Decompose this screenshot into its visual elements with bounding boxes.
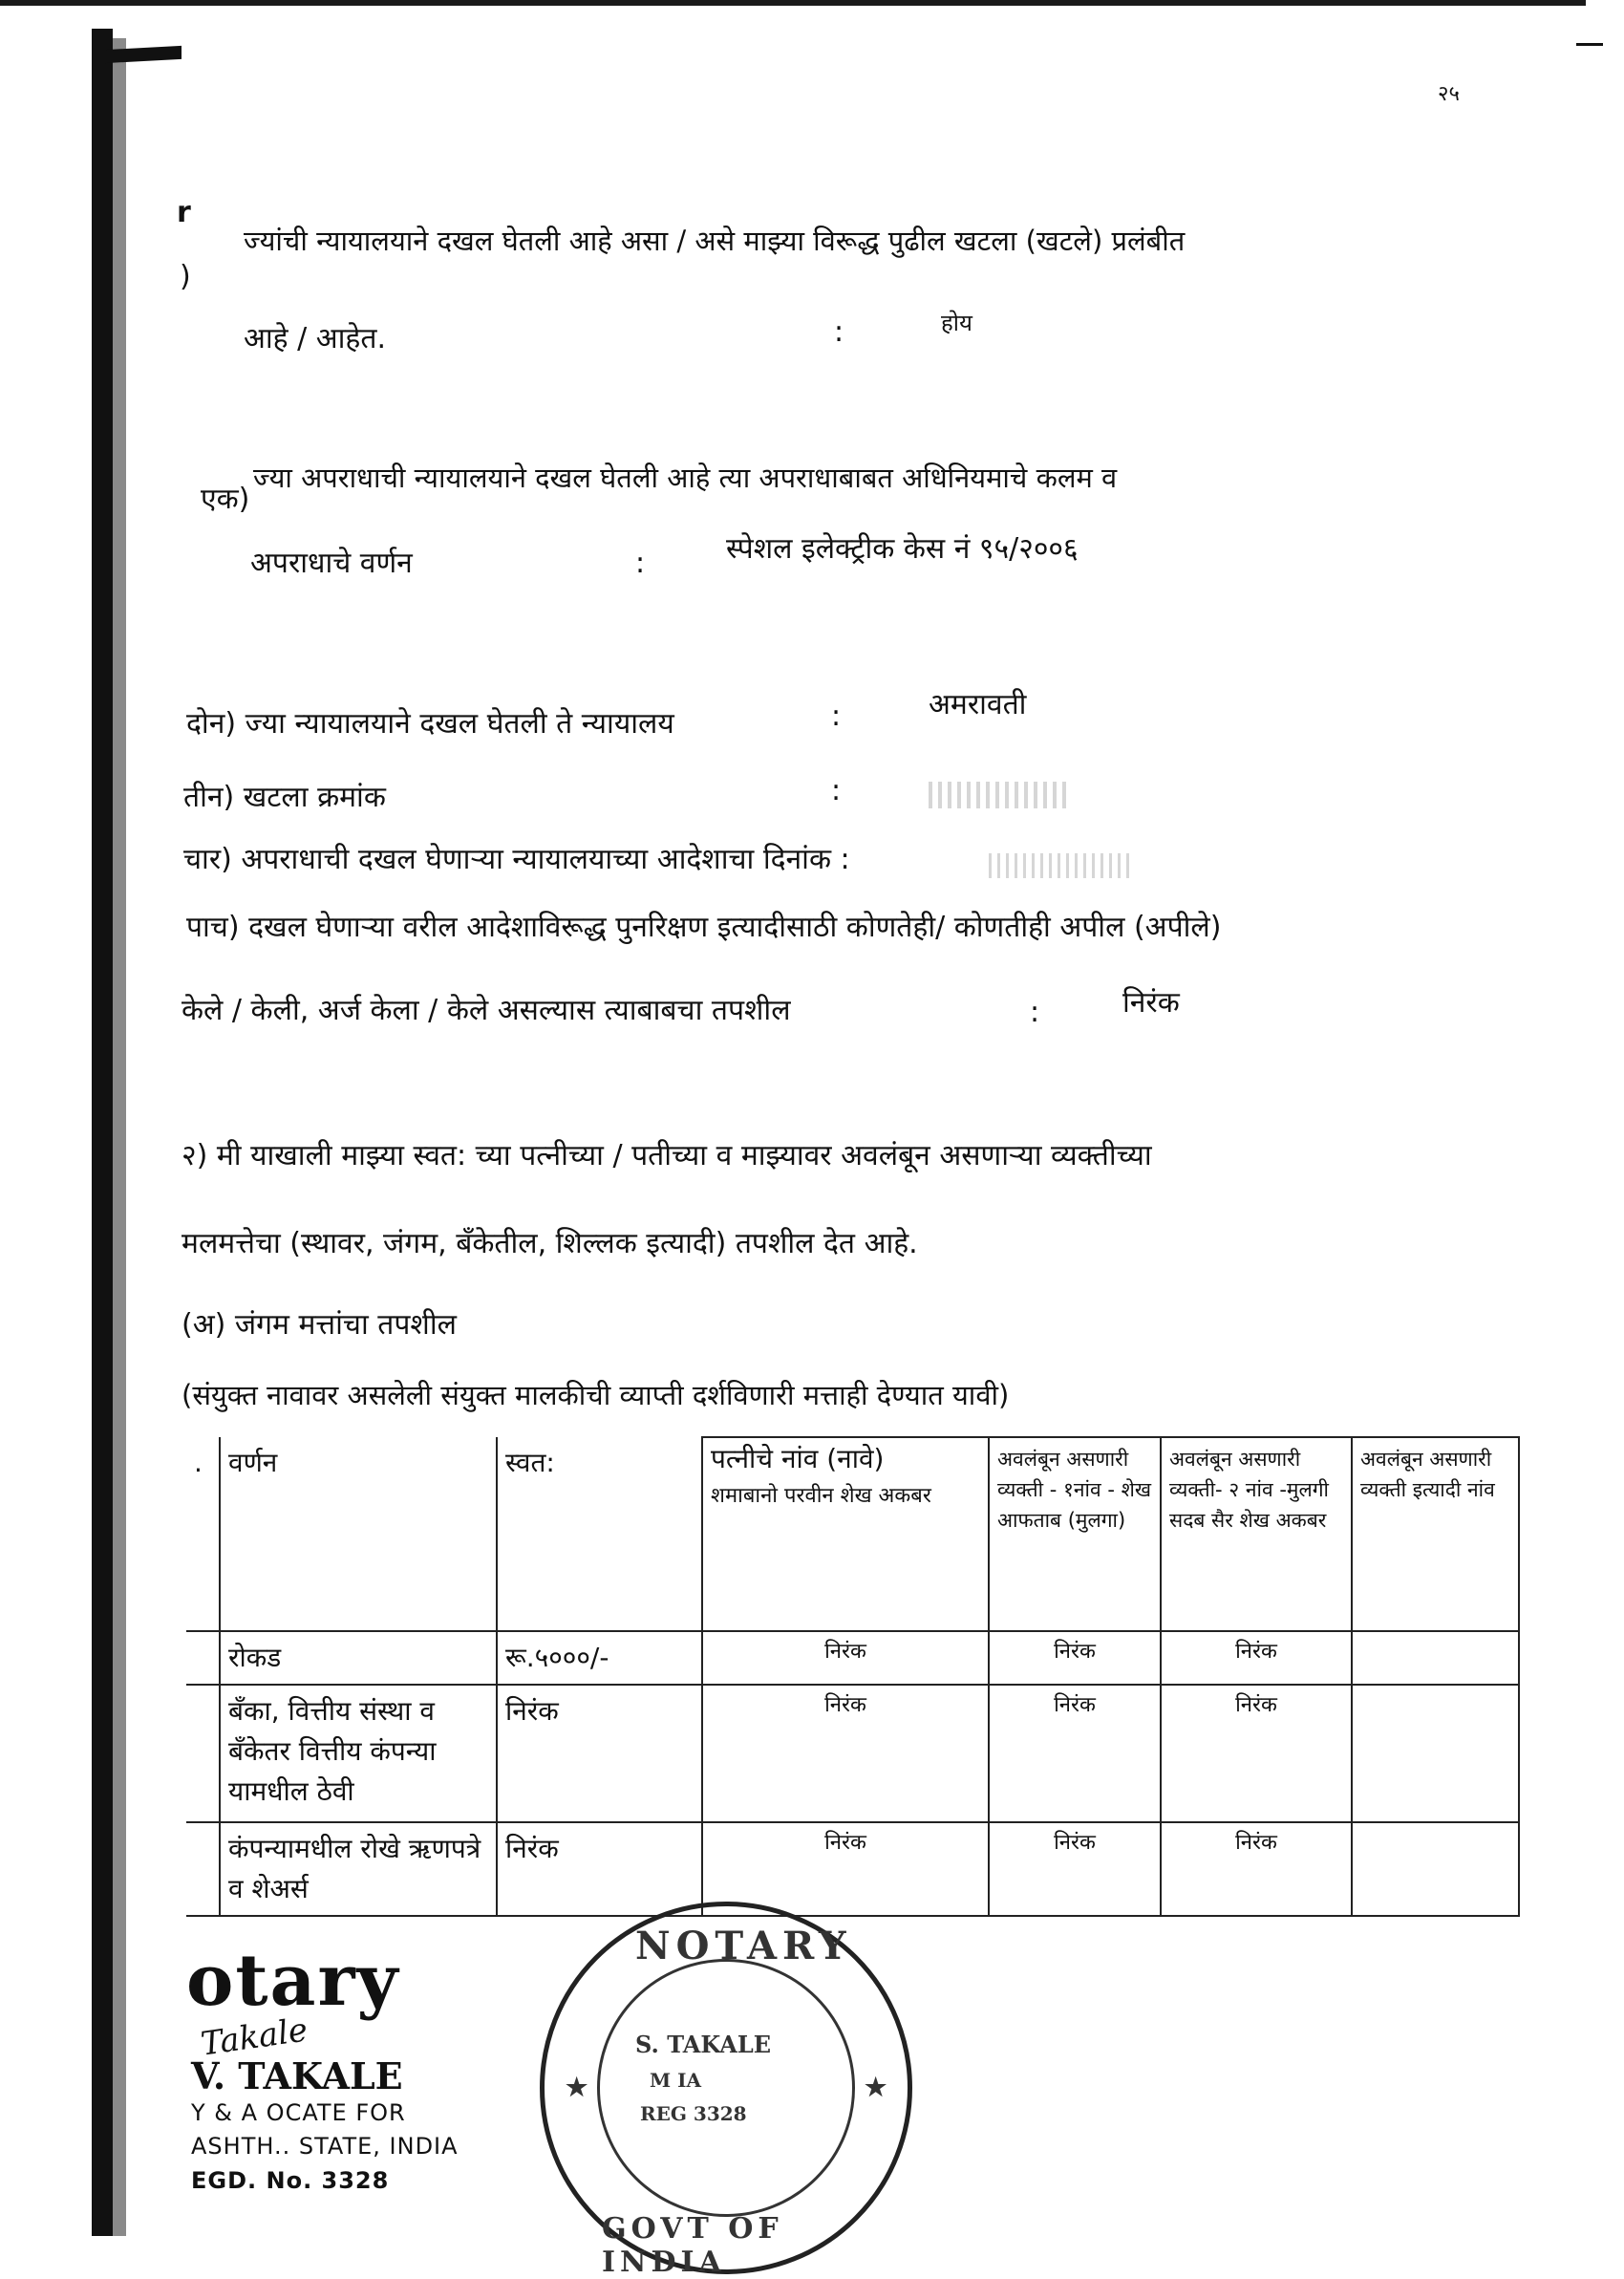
table-row — [186, 1631, 1519, 1685]
notary-seal — [540, 1902, 912, 2279]
notary-stamp-title: otary — [186, 1940, 400, 2022]
item-ek-line-2: अपराधाचे वर्णन — [250, 547, 413, 580]
row-spouse: निरंक — [702, 1631, 989, 1685]
item-ek-line-1: ज्या अपराधाची न्यायालयाने दखल घेतली आहे त्या अपराधाबाबत अधिनियमाचे कलम व — [253, 462, 1118, 494]
item-ek-marker: एक) — [201, 483, 250, 516]
seal-mid-text-2: M IA — [650, 2069, 701, 2092]
notary-line-3: EGD. No. 3328 — [191, 2167, 390, 2194]
scan-binding-shadow-soft — [113, 38, 126, 2236]
seal-top-text: NOTARY — [635, 1924, 852, 1968]
seal-star-icon-left: ★ — [566, 2074, 588, 2102]
pending-colon: : — [834, 315, 844, 349]
notary-seal-inner-ring — [597, 1959, 855, 2217]
seal-mid-text-3: REG 3328 — [640, 2102, 747, 2125]
row-description: कंपन्यामधील रोखे ऋणपत्रे व शेअर्स — [220, 1822, 497, 1916]
notary-name: V. TAKALE — [191, 2054, 403, 2097]
item-pach-colon: : — [1030, 996, 1040, 1029]
seal-mid-text-1: S. TAKALE — [635, 2031, 772, 2058]
header-spouse-title: पत्नीचे नांव (नावे) — [711, 1443, 885, 1474]
row-spouse: निरंक — [702, 1822, 989, 1916]
header-self: स्वत: — [497, 1437, 702, 1631]
row-sn — [186, 1631, 220, 1685]
pending-line-1: ज्यांची न्यायालयाने दखल घेतली आहे असा / असे माझ्या विरूद्ध पुढील खटला (खटले) प्रलंबीत — [244, 225, 1186, 257]
header-spouse — [702, 1437, 989, 1631]
row-self: रू.५०००/- — [497, 1631, 702, 1685]
scan-top-border — [0, 0, 1586, 6]
pending-answer: होय — [941, 310, 972, 336]
scan-corner-mark — [105, 46, 182, 63]
item-pach-answer: निरंक — [1122, 986, 1180, 1020]
item-don: दोन) ज्या न्यायालयाने दखल घेतली ते न्यायालय — [186, 707, 674, 741]
section2-note: (संयुक्त नावावर असलेली संयुक्त मालकीची व्याप्ती दर्शविणारी मत्ताही देण्यात यावी) — [182, 1379, 1010, 1411]
page-number: २५ — [1438, 82, 1460, 106]
header-sn: . — [186, 1437, 220, 1631]
section2-line-1: २) मी याखाली माझ्या स्वत: च्या पत्नीच्या / पतीच्या व माझ्यावर अवलंबून असणाऱ्या व्यक्तीच्या — [182, 1139, 1152, 1172]
item-don-answer: अमरावती — [929, 688, 1027, 721]
row-self: निरंक — [497, 1822, 702, 1916]
table-row — [186, 1822, 1519, 1916]
item-ek-answer: स्पेशल इलेक्ट्रीक केस नं ९५/२००६ — [726, 532, 1079, 566]
header-spouse-name: शमाबानो परवीन शेख अकबर — [711, 1484, 931, 1508]
notary-signature: Takale — [198, 2010, 310, 2064]
faded-case-number — [929, 782, 1072, 808]
header-dependent-1: अवलंबून असणारी व्यक्ती - १नांव - शेख आफताब (मुलगा) — [989, 1437, 1161, 1631]
section2-line-2: मलमत्तेचा (स्थावर, जंगम, बँकेतील, शिल्लक इत्यादी) तपशील देत आहे. — [182, 1227, 918, 1260]
row-sn — [186, 1822, 220, 1916]
header-description: वर्णन — [220, 1437, 497, 1631]
row-dependent-3 — [1352, 1822, 1519, 1916]
row-dependent-2: निरंक — [1161, 1822, 1352, 1916]
row-dependent-3 — [1352, 1631, 1519, 1685]
notary-line-2: ASHTH.. STATE, INDIA — [191, 2133, 459, 2160]
row-description: रोकड — [220, 1631, 497, 1685]
item-teen: तीन) खटला क्रमांक — [183, 781, 386, 814]
scan-binding-shadow — [92, 29, 113, 2236]
movable-assets-table — [186, 1436, 1520, 1917]
row-dependent-1: निरंक — [989, 1685, 1161, 1822]
pending-marker: ) — [180, 260, 191, 293]
header-dependent-3: अवलंबून असणारी व्यक्ती इत्यादी नांव — [1352, 1437, 1519, 1631]
pending-line-2: आहे / आहेत. — [244, 322, 386, 355]
row-description: बँका, वित्तीय संस्था व बँकेतर वित्तीय कंपन्या यामधील ठेवी — [220, 1685, 497, 1822]
row-spouse: निरंक — [702, 1685, 989, 1822]
row-sn — [186, 1685, 220, 1822]
faded-order-date — [989, 853, 1132, 878]
margin-mark: r — [177, 196, 191, 229]
item-teen-colon: : — [831, 774, 842, 807]
item-don-colon: : — [831, 699, 842, 733]
table-header-row — [186, 1437, 1519, 1631]
row-self: निरंक — [497, 1685, 702, 1822]
item-pach-line-1: पाच) दखल घेणाऱ्या वरील आदेशाविरूद्ध पुनरिक्षण इत्यादीसाठी कोणतेही/ कोणतीही अपील (अपीले) — [186, 911, 1222, 944]
row-dependent-3 — [1352, 1685, 1519, 1822]
row-dependent-2: निरंक — [1161, 1685, 1352, 1822]
row-dependent-1: निरंक — [989, 1631, 1161, 1685]
row-dependent-1: निरंक — [989, 1822, 1161, 1916]
seal-bottom-text: GOVT OF INDIA — [602, 2212, 783, 2279]
item-ek-colon: : — [635, 547, 646, 580]
item-pach-line-2: केले / केली, अर्ज केला / केले असल्यास त्याबाबचा तपशील — [182, 994, 791, 1027]
table-row — [186, 1685, 1519, 1822]
notary-line-1: Y & A OCATE FOR — [191, 2099, 406, 2126]
row-dependent-2: निरंक — [1161, 1631, 1352, 1685]
header-dependent-2: अवलंबून असणारी व्यक्ती- २ नांव -मुलगी सदब सैर शेख अकबर — [1161, 1437, 1352, 1631]
seal-star-icon-right: ★ — [865, 2074, 887, 2102]
scan-edge-mark — [1576, 43, 1603, 46]
item-char: चार) अपराधाची दखल घेणाऱ्या न्यायालयाच्या आदेशाचा दिनांक : — [183, 843, 850, 876]
section2-subhead: (अ) जंगम मत्तांचा तपशील — [182, 1308, 457, 1342]
